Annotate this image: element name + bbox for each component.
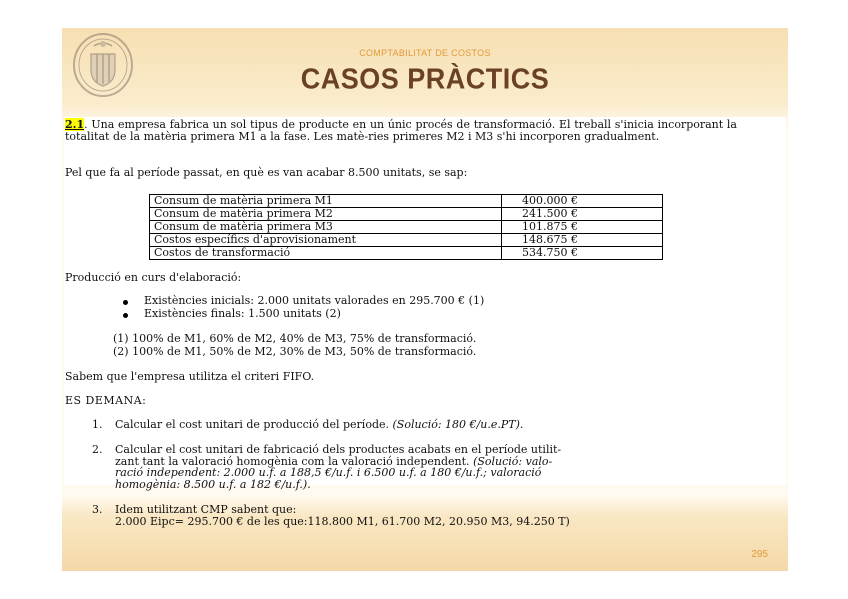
problem-number: 2.1: [65, 118, 85, 131]
cost-label: Costos de transformació: [150, 247, 502, 260]
problem-intro: [65, 119, 737, 142]
bullet-icon: [123, 300, 128, 305]
table-row: [150, 221, 663, 234]
wip-bullet-final: Existències finals: 1.500 unitats (2): [144, 307, 341, 320]
table-row: [150, 234, 663, 247]
bullet-icon: [123, 313, 128, 318]
costs-table: [149, 194, 663, 260]
wip-bullet-initial: Existències inicials: 2.000 unitats valorades en 295.700 € (1): [144, 294, 485, 307]
question-2-number: 2.: [92, 443, 103, 456]
question-2-text: zant tant la valoració homogènia com la valoració independent.: [115, 454, 470, 468]
cost-value: 241.500 €: [502, 208, 663, 221]
question-3-line-1: Idem utilitzant CMP sabent que:: [115, 503, 297, 516]
period-text: Pel que fa al període passat, en què es van acabar 8.500 unitats, se sap:: [65, 166, 468, 179]
question-1: [115, 419, 523, 431]
question-1-solution: (Solució: 180 €/u.e.PT).: [392, 418, 524, 431]
wip-heading: Producció en curs d'elaboració:: [65, 271, 242, 284]
cost-value: 101.875 €: [502, 221, 663, 234]
asks-heading: ES DEMANA:: [65, 394, 147, 407]
question-3-line-2: 2.000 Eipc= 295.700 € de les que:118.800 M1, 61.700 M2, 20.950 M3, 94.250 T): [115, 515, 570, 528]
table-row: [150, 208, 663, 221]
cost-label: Consum de matèria primera M3: [150, 221, 502, 234]
cost-label: Consum de matèria primera M2: [150, 208, 502, 221]
table-row: [150, 247, 663, 260]
question-3-number: 3.: [92, 503, 103, 516]
cost-value: 534.750 €: [502, 247, 663, 260]
slide-content: [64, 117, 786, 491]
question-2-solution-end: homogènia: 8.500 u.f. a 182 €/u.f.).: [115, 477, 311, 491]
question-2-solution-mid: ració independent: 2.000 u.f. a 188,5 €/u.f. i 6.500 u.f. a 180 €/u.f.; valoració: [115, 466, 542, 479]
question-1-text: Calcular el cost unitari de producció del període.: [115, 418, 389, 431]
cost-value: 400.000 €: [502, 195, 663, 208]
problem-intro-text: . Una empresa fabrica un sol tipus de producte en un únic procés de transformació. El treball s'inicia incorporant la totalitat de la matèria primera M1 a la fase. Les matè-ries primeres M2 i M3 s'hi incorporen gradualment.: [65, 118, 737, 143]
slide-title: CASOS PRÀCTICS: [300, 63, 550, 95]
cost-label: Costos específics d'aprovisionament: [150, 234, 502, 247]
question-2-line-4: [115, 479, 311, 491]
slide: [62, 28, 788, 571]
wip-note-1: (1) 100% de M1, 60% de M2, 40% de M3, 75% de transformació.: [113, 332, 477, 345]
question-2-line-1: Calcular el cost unitari de fabricació dels productes acabats en el període utilit-: [115, 443, 562, 456]
table-row: [150, 195, 663, 208]
cost-value: 148.675 €: [502, 234, 663, 247]
page-number: 295: [751, 549, 768, 560]
cost-label: Consum de matèria primera M1: [150, 195, 502, 208]
question-1-number: 1.: [92, 418, 103, 431]
wip-note-2: (2) 100% de M1, 50% de M2, 30% de M3, 50% de transformació.: [113, 345, 477, 358]
course-subtitle: COMPTABILITAT DE COSTOS: [359, 48, 491, 58]
question-2-solution-start: (Solució: valo-: [473, 454, 553, 468]
fifo-criteria: Sabem que l'empresa utilitza el criteri FIFO.: [65, 370, 315, 383]
